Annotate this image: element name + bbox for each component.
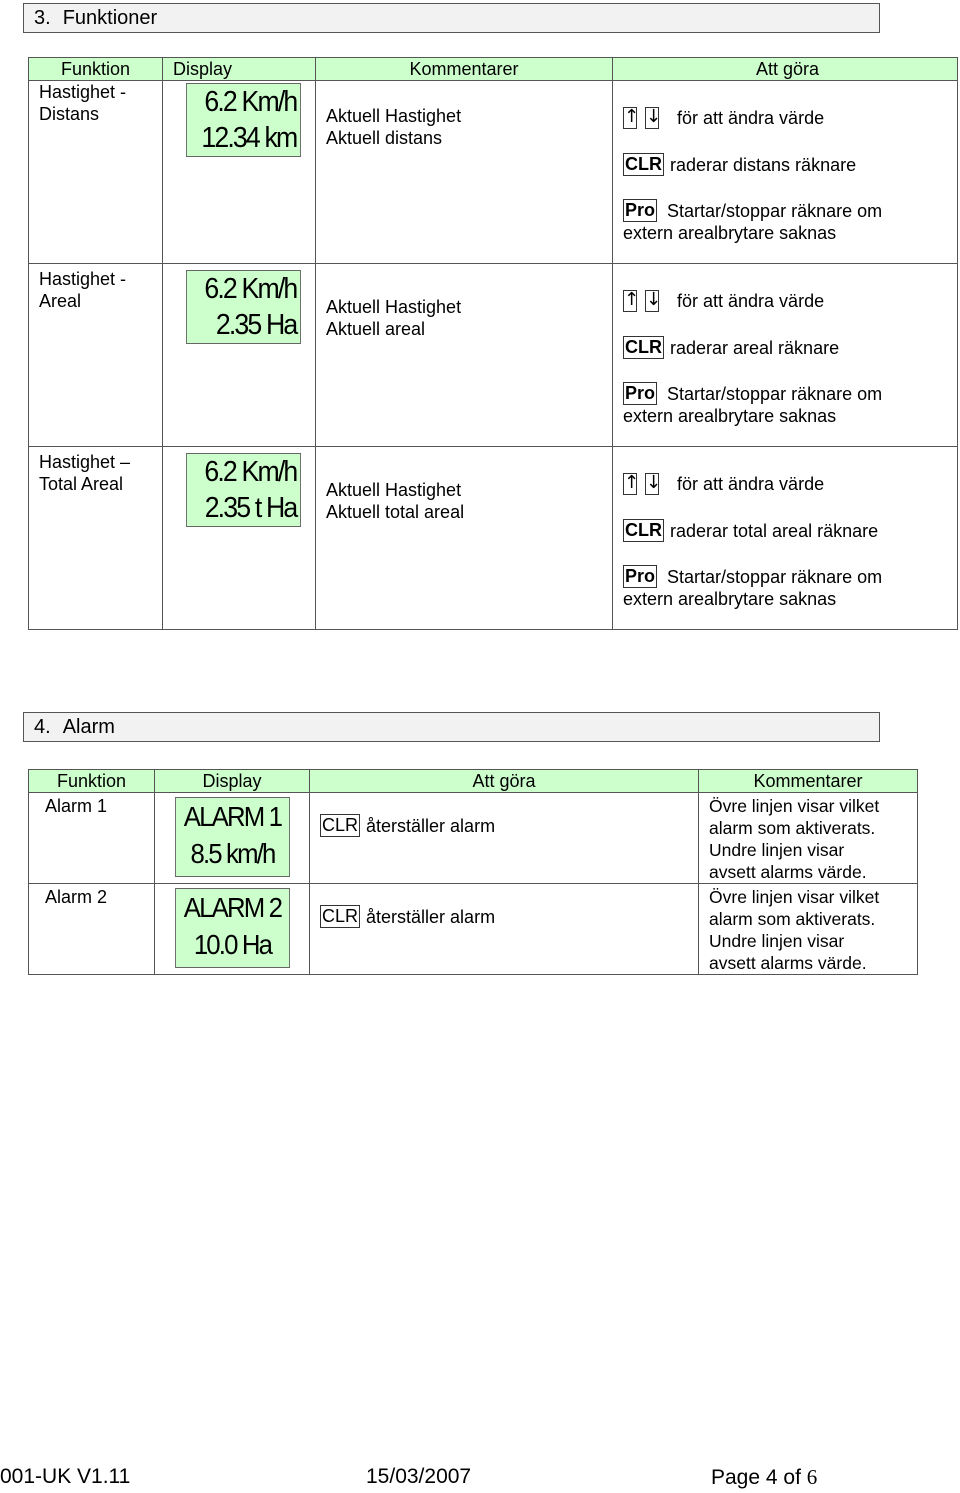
arrow-hint: för att ändra värde bbox=[677, 474, 825, 494]
clr-hint: raderar areal räknare bbox=[670, 337, 840, 358]
lcd-line-1: 6.2 Km/h bbox=[204, 456, 297, 488]
header-kommentarer: Kommentarer bbox=[699, 770, 918, 793]
comment-line-2: alarm som aktiverats. bbox=[709, 818, 876, 838]
clr-hint: raderar total areal räknare bbox=[670, 520, 879, 541]
comment-line-1: Övre linjen visar vilket bbox=[709, 796, 880, 816]
row-funktion: Hastighet – Total Areal bbox=[39, 452, 131, 494]
header-att-gora: Att göra bbox=[613, 58, 958, 81]
row-comment bbox=[699, 793, 917, 883]
table-header-row bbox=[29, 770, 918, 793]
table-row bbox=[29, 447, 958, 630]
lcd-line-1: 6.2 Km/h bbox=[204, 273, 297, 305]
page-prefix: Page 4 of bbox=[711, 1466, 807, 1489]
section-3-heading bbox=[23, 3, 880, 33]
section-number: 3. bbox=[34, 6, 51, 29]
arrow-down-icon: ↓ bbox=[646, 472, 662, 493]
section-title: Funktioner bbox=[62, 6, 158, 29]
lcd-line-2: 2.35 Ha bbox=[215, 309, 297, 341]
alarm-table bbox=[28, 769, 918, 975]
table-row bbox=[29, 81, 958, 264]
comment-line-2: alarm som aktiverats. bbox=[709, 909, 876, 929]
clr-hint: raderar distans räknare bbox=[670, 154, 857, 175]
header-display: Display bbox=[155, 770, 310, 793]
table-row bbox=[29, 793, 918, 884]
arrow-hint: för att ändra värde bbox=[677, 108, 825, 128]
row-comment bbox=[699, 884, 917, 974]
row-funktion: Hastighet - Distans bbox=[39, 82, 127, 124]
header-display: Display bbox=[163, 58, 316, 81]
comment-line-1: Aktuell Hastighet bbox=[326, 480, 462, 500]
arrow-up-icon: ↑ bbox=[624, 472, 640, 493]
lcd-line-1: ALARM 1 bbox=[183, 801, 282, 832]
functions-table bbox=[28, 57, 958, 630]
section-number: 4. bbox=[34, 715, 51, 738]
pro-hint-line-2: extern arealbrytare saknas bbox=[623, 589, 837, 609]
comment-line-1: Aktuell Hastighet bbox=[326, 106, 462, 126]
clr-key: CLR bbox=[625, 520, 662, 540]
clr-key: CLR bbox=[625, 337, 662, 357]
lcd-display bbox=[175, 797, 290, 877]
lcd-display bbox=[186, 453, 301, 527]
footer-date: 15/03/2007 bbox=[366, 1465, 472, 1488]
lcd-line-2: 10.0 Ha bbox=[193, 929, 272, 960]
lcd-line-1: ALARM 2 bbox=[183, 892, 282, 923]
pro-key: Pro bbox=[625, 200, 656, 220]
clr-key: CLR bbox=[625, 154, 662, 174]
footer-doc-id: 001-UK V1.11 bbox=[0, 1465, 131, 1488]
comment-line-2: Aktuell areal bbox=[326, 319, 426, 339]
arrow-hint: för att ändra värde bbox=[677, 291, 825, 311]
table-header-row bbox=[29, 58, 958, 81]
row-comment bbox=[316, 264, 612, 340]
comment-line-1: Aktuell Hastighet bbox=[326, 297, 462, 317]
lcd-display bbox=[175, 888, 290, 968]
row-comment bbox=[316, 447, 612, 523]
lcd-line-1: 6.2 Km/h bbox=[204, 86, 297, 118]
arrow-down-icon: ↓ bbox=[646, 289, 662, 310]
comment-line-3: Undre linjen visar bbox=[709, 931, 845, 951]
clr-hint: återställer alarm bbox=[366, 906, 496, 927]
pro-hint: Startar/stoppar räknare om bbox=[667, 566, 883, 587]
row-comment bbox=[316, 81, 612, 149]
table-row bbox=[29, 264, 958, 447]
page-total: 6 bbox=[806, 1465, 818, 1489]
clr-key: CLR bbox=[322, 815, 359, 835]
pro-hint: Startar/stoppar räknare om bbox=[667, 383, 883, 404]
table-row bbox=[29, 884, 918, 975]
section-title: Alarm bbox=[62, 715, 115, 738]
pro-key: Pro bbox=[625, 383, 656, 403]
footer-page-number bbox=[711, 1465, 817, 1490]
pro-hint-line-2: extern arealbrytare saknas bbox=[623, 223, 837, 243]
pro-key: Pro bbox=[625, 566, 656, 586]
row-funktion: Alarm 1 bbox=[45, 796, 108, 816]
section-4-heading bbox=[23, 712, 880, 742]
comment-line-4: avsett alarms värde. bbox=[709, 953, 867, 973]
lcd-display bbox=[186, 83, 301, 157]
header-funktion: Funktion bbox=[29, 770, 155, 793]
arrow-down-icon: ↓ bbox=[646, 106, 662, 127]
lcd-line-2: 2.35 t Ha bbox=[204, 492, 297, 524]
lcd-line-2: 12.34 km bbox=[201, 122, 297, 154]
arrow-up-icon: ↑ bbox=[624, 289, 640, 310]
header-kommentarer: Kommentarer bbox=[316, 58, 613, 81]
comment-line-3: Undre linjen visar bbox=[709, 840, 845, 860]
pro-hint-line-2: extern arealbrytare saknas bbox=[623, 406, 837, 426]
clr-hint: återställer alarm bbox=[366, 815, 496, 836]
lcd-display bbox=[186, 270, 301, 344]
comment-line-1: Övre linjen visar vilket bbox=[709, 887, 880, 907]
comment-line-2: Aktuell distans bbox=[326, 128, 443, 148]
row-funktion: Alarm 2 bbox=[45, 887, 108, 907]
lcd-line-2: 8.5 km/h bbox=[190, 838, 275, 869]
clr-key: CLR bbox=[322, 906, 359, 926]
row-funktion: Hastighet - Areal bbox=[39, 269, 127, 311]
pro-hint: Startar/stoppar räknare om bbox=[667, 200, 883, 221]
header-funktion: Funktion bbox=[29, 58, 163, 81]
arrow-up-icon: ↑ bbox=[624, 106, 640, 127]
header-att-gora: Att göra bbox=[310, 770, 699, 793]
comment-line-2: Aktuell total areal bbox=[326, 502, 465, 522]
comment-line-4: avsett alarms värde. bbox=[709, 862, 867, 882]
